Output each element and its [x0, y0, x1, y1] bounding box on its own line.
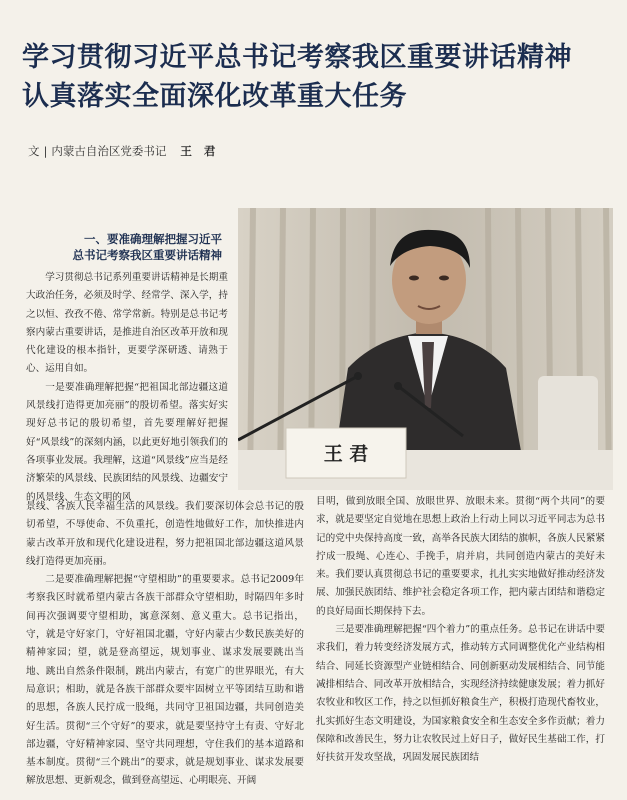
paragraph: 目明，做到放眼全国、放眼世界、放眼未来。贯彻“两个共同”的要求，就是要坚定自觉地在思想上政治上行动上同以习近平同志为总书记的党中央保持高度一致，高举各民族大团结的旗帜，各族人民紧紧拧成一股绳、心连心、手挽手，肩并肩，共同创造内蒙古的美好未来。我们要认真贯彻总书记的重要要求，扎扎实实地做好推动经济发展、加强民族团结、维护社会稳定各项工作，把内蒙古团结和谐稳定的良好局面长期保持下去。 — [316, 496, 605, 617]
paragraph: 三是要准确理解把握“四个着力”的重点任务。总书记在讲话中要求我们，着力转变经济发展方式，推动转方式同调整优化产业结构相结合、同延长资源型产业链相结合、同创新驱动发展相结合、同节能减排相结合、同改革开放相结合，实现经济持续健康发展；着力抓好农牧业和牧区工作，持之以恒抓好粮食生产，积极打造现代畜牧业，扎实抓好生态文明建设，为国家粮食安全和生态安全多作贡献；着力保障和改善民生，努力让农牧民过上好日子，做好民生基础工作，打好扶贫开发攻坚战，巩固发展民族团结 — [316, 624, 605, 764]
paragraph: 二是要准确理解把握“守望相助”的重要要求。总书记2009年考察我区时就希望内蒙古各族干部群众守望相助，时隔四年多时间再次强调要守望相助，寓意深刻、意义重大。总书记指出，守，就是守好家门，守好祖国北疆，守好内蒙古少数民族美好的精神家园；望，就是登高望远，规划事业、谋求发展要跳出当地、跳出自然条件限制，跳出内蒙古，有宽广的世界眼光，有大局意识；相助，就是各族干部群众要牢固树立平等团结互助和谐的思想，各族人民拧成一股绳，共同守卫祖国边疆，共同创造美好生活。贯彻“三个守好”的要求，就是要坚持守土有责、守好北部边疆，守好精神家园、坚守共同理想，守住我们的基本道路和基本制度。贯彻“三个跳出”的要求，就是规划事业、谋求发展要解放思想、更新观念，做到登高望远、心明眼亮、开阔 — [26, 574, 304, 787]
nameplate-text: 王 君 — [323, 443, 369, 465]
byline-author: 王 君 — [180, 144, 220, 158]
section-heading-1 — [26, 231, 228, 263]
speaker-photo-illustration — [238, 208, 613, 490]
section-heading-line-2: 总书记考察我区重要讲话精神 — [72, 248, 222, 262]
speaker-photo — [238, 208, 613, 490]
left-column — [26, 231, 228, 507]
byline-separator: | — [43, 144, 48, 158]
paragraph: 学习贯彻总书记系列重要讲话精神是长期重大政治任务，必须及时学、经常学、深入学，持之以恒、孜孜不倦、常学常新。特别是总书记考察内蒙古重要讲话，是推进自治区改革开放和现代化建设的根本指针，更要学深研透、请熟于心、运用自如。 — [26, 272, 228, 375]
section-heading-line-1: 一、要准确理解把握习近平 — [84, 232, 222, 246]
article-title — [22, 38, 607, 116]
title-line-2: 认真落实全面深化改革重大任务 — [22, 81, 407, 112]
byline — [28, 143, 219, 159]
byline-prefix: 文 — [28, 144, 40, 158]
byline-org: 内蒙古自治区党委书记 — [51, 144, 167, 158]
paragraph: 景线、各族人民幸福生活的风景线。我们要深切体会总书记的殷切希望，不辱使命、不负重托，创造性地做好工作，加快推进内蒙古改革开放和现代化建设进程，努力把祖国北部边疆这道风景线打造得更加亮丽。 — [26, 501, 304, 567]
bottom-left-column — [26, 498, 304, 791]
title-line-1: 学习贯彻习近平总书记考察我区重要讲话精神 — [22, 42, 572, 73]
paragraph: 一是要准确理解把握“把祖国北部边疆这道风景线打造得更加亮丽”的殷切希望。落实好实现好总书记的殷切希望，首先要理解好把握好“风景线”的深刻内涵，以此更好地引领我们的各项事业发展。我理解，这道“风景线”应当是经济繁荣的风景线、民族团结的风景线、边疆安宁的风景线、生态文明的风 — [26, 381, 228, 503]
right-column — [316, 493, 605, 767]
